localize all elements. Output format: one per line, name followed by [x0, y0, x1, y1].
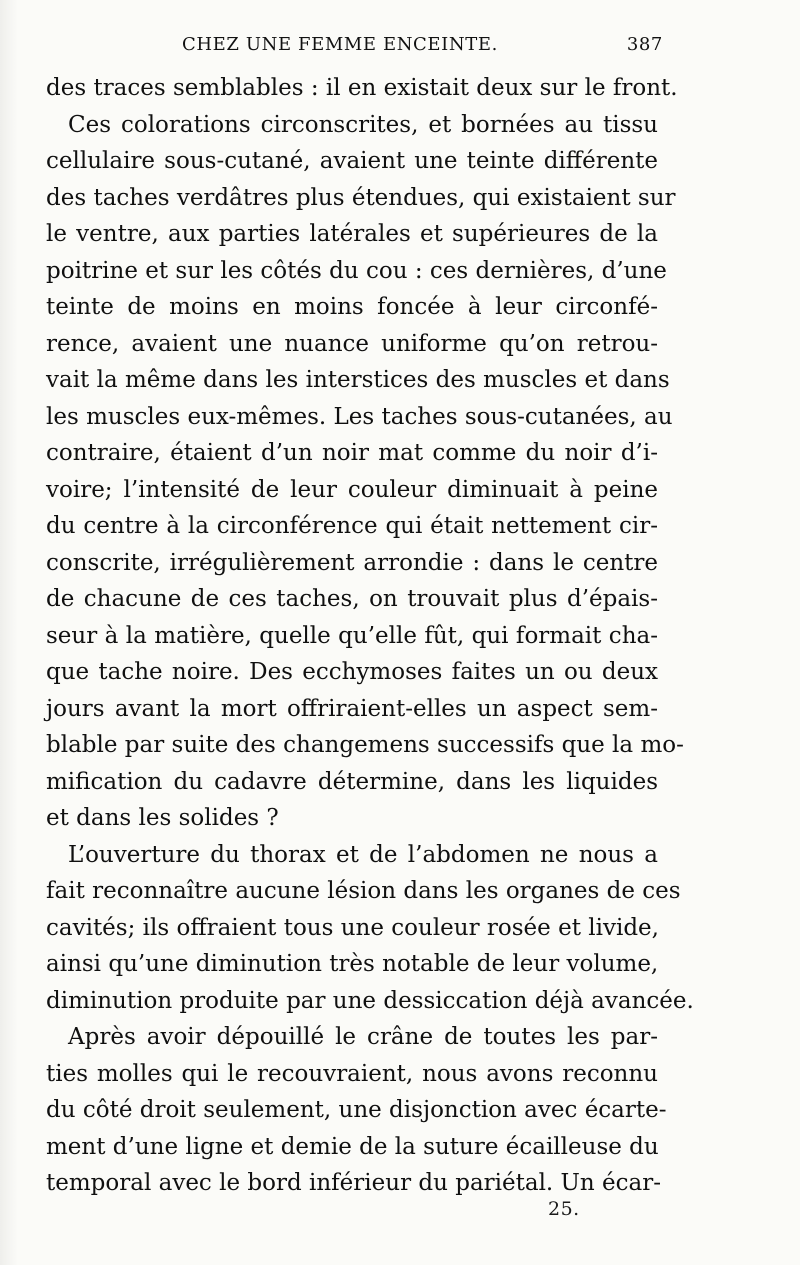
text-line: du côté droit seulement, une disjonction avec écarte-	[46, 1097, 667, 1123]
text-line: que tache noire. Des ecchymoses faites un ou deux	[46, 659, 658, 685]
text-line: de chacune de ces taches, on trouvait plus d’épais-	[46, 586, 658, 612]
text-line: Ces colorations circonscrites, et bornées au tissu	[68, 111, 658, 138]
text-line: des taches verdâtres plus étendues, qui existaient sur	[46, 184, 676, 211]
page-edge-shadow	[0, 0, 18, 1265]
text-line: conscrite, irrégulièrement arrondie : dans le centre	[46, 549, 658, 576]
text-line: teinte de moins en moins foncée à leur circonfé-	[46, 294, 658, 320]
text-line: ment d’une ligne et demie de la suture écailleuse du	[46, 1133, 659, 1160]
text-line: diminution produite par une dessiccation déjà avancée.	[46, 987, 694, 1014]
text-line: du centre à la circonférence qui était nettement cir-	[46, 513, 658, 539]
body-text	[46, 70, 694, 1202]
text-line: fait reconnaître aucune lésion dans les organes de ces	[46, 878, 681, 904]
text-line: des traces semblables : il en existait deux sur le front.	[46, 75, 678, 101]
text-line: blable par suite des changemens successifs que la mo-	[46, 732, 684, 758]
running-title: CHEZ UNE FEMME ENCEINTE.	[182, 34, 498, 55]
text-line: cellulaire sous-cutané, avaient une teinte différente	[46, 148, 658, 174]
text-line: ainsi qu’une diminution très notable de leur volume,	[46, 951, 659, 977]
text-line: vait la même dans les interstices des muscles et dans	[46, 367, 670, 393]
text-line: jours avant la mort offriraient-elles un aspect sem-	[46, 695, 658, 722]
running-head	[40, 30, 665, 62]
text-line: L’ouverture du thorax et de l’abdomen ne nous a	[68, 841, 658, 868]
text-line: le ventre, aux parties latérales et supérieures de la	[46, 221, 658, 247]
text-line: poitrine et sur les côtés du cou : ces dernières, d’une	[46, 257, 667, 284]
text-line: voire; l’intensité de leur couleur diminuait à peine	[46, 476, 658, 503]
text-line: mification du cadavre détermine, dans les liquides	[46, 768, 658, 795]
page-number: 387	[626, 34, 663, 55]
text-line: rence, avaient une nuance uniforme qu’on retrou-	[46, 330, 658, 357]
text-line: seur à la matière, quelle qu’elle fût, qui formait cha-	[46, 622, 658, 649]
text-line: contraire, étaient d’un noir mat comme du noir d’i-	[46, 440, 658, 466]
signature-mark: 25.	[548, 1198, 580, 1220]
text-line: les muscles eux-mêmes. Les taches sous-cutanées, au	[46, 403, 673, 430]
text-line: Après avoir dépouillé le crâne de toutes les par-	[68, 1024, 658, 1050]
text-line: ties molles qui le recouvraient, nous avons reconnu	[46, 1060, 658, 1087]
text-line: cavités; ils offraient tous une couleur rosée et livide,	[46, 914, 659, 941]
text-line: et dans les solides ?	[46, 805, 279, 831]
text-line: temporal avec le bord inférieur du pariétal. Un écar-	[46, 1170, 662, 1196]
